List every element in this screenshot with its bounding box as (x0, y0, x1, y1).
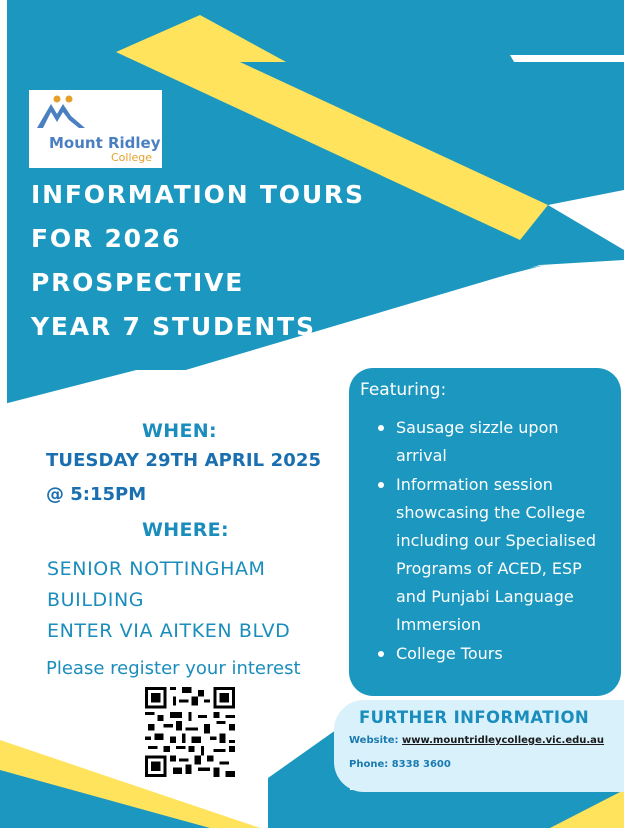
logo-subtitle: College (111, 151, 153, 164)
list-item (374, 640, 614, 668)
title-line-3: PROSPECTIVE (31, 268, 245, 297)
phone-line (349, 759, 451, 770)
list-item (374, 414, 614, 470)
title-line-1: INFORMATION TOURS (31, 180, 365, 209)
list-item (374, 471, 614, 639)
phone-label: Phone: (349, 759, 389, 770)
bullet-icon (378, 651, 384, 657)
college-logo (29, 90, 162, 168)
list-item-text: College Tours (396, 644, 503, 663)
list-item-text: Information session showcasing the College including our Specialised Programs of ACED, ESP and Punjabi Language Immersion (396, 475, 596, 634)
venue-line-2: BUILDING (47, 589, 145, 611)
phone-number[interactable]: 8338 3600 (391, 759, 451, 770)
bullet-icon (378, 425, 384, 431)
event-date: TUESDAY 29TH APRIL 2025 (46, 450, 322, 471)
register-interest-text: Please register your interest (46, 658, 301, 679)
website-line (349, 735, 604, 746)
featuring-panel (349, 368, 621, 696)
venue-line-3: ENTER VIA AITKEN BLVD (47, 620, 291, 642)
flyer-title (31, 182, 365, 358)
left-margin (0, 0, 7, 828)
event-time: @ 5:15PM (46, 484, 147, 505)
logo-figures-icon (35, 94, 87, 130)
title-line-4: YEAR 7 STUDENTS (31, 312, 316, 341)
list-item-text: Sausage sizzle upon arrival (396, 418, 559, 465)
logo-name: Mount Ridley (49, 134, 161, 152)
further-info-panel (334, 700, 624, 792)
event-venue (47, 554, 290, 647)
venue-line-1: SENIOR NOTTINGHAM (47, 558, 266, 580)
where-label: WHERE: (142, 519, 229, 541)
website-label: Website: (349, 735, 399, 746)
featuring-list (374, 414, 614, 669)
further-info-title: FURTHER INFORMATION (359, 708, 590, 727)
bullet-icon (378, 482, 384, 488)
website-link[interactable]: www.mountridleycollege.vic.edu.au (402, 735, 605, 746)
when-label: WHEN: (142, 420, 217, 442)
title-line-2: FOR 2026 (31, 224, 182, 253)
featuring-title: Featuring: (360, 380, 447, 400)
register-qr-code[interactable] (145, 687, 235, 777)
